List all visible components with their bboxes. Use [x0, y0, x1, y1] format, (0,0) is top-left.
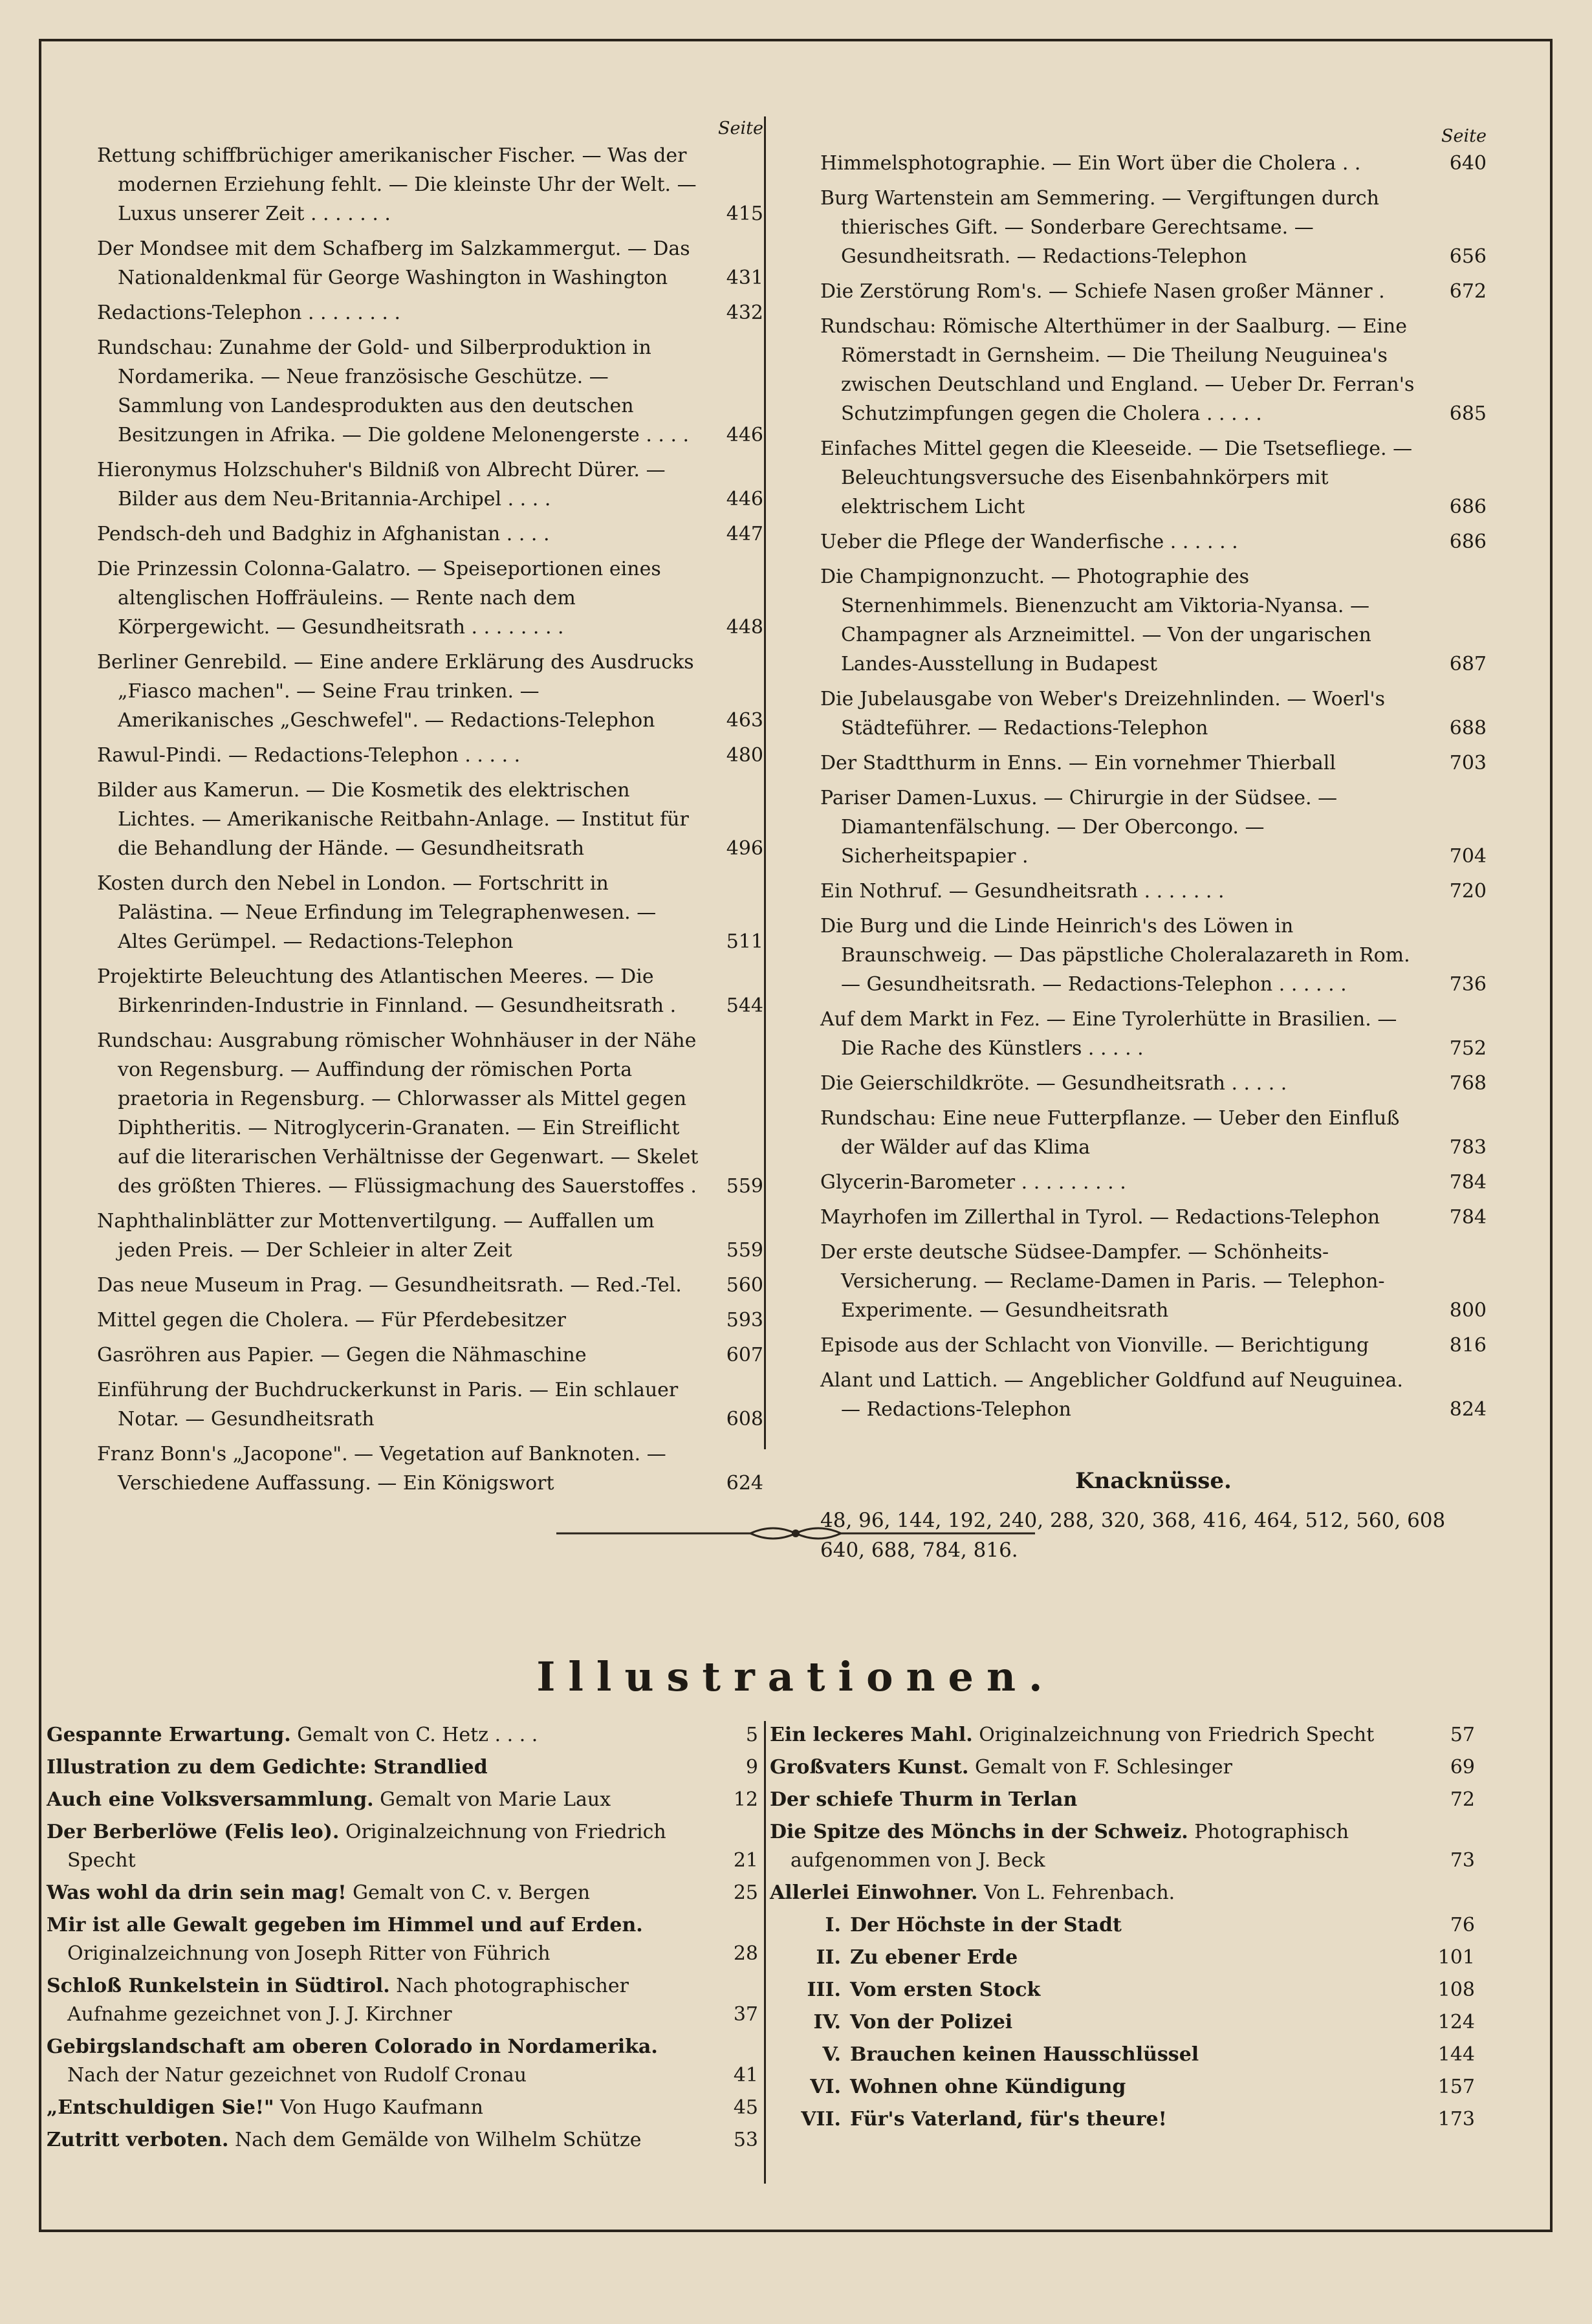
- illustration-page: 25: [733, 1881, 758, 1904]
- allerlei-item-number: VI.: [810, 2076, 841, 2098]
- illustration-entry-text: [47, 1721, 713, 1749]
- illustration-page: 21: [733, 1849, 758, 1872]
- toc-entry-page: 752: [1449, 1037, 1487, 1060]
- toc-entry-page: 688: [1449, 717, 1487, 740]
- toc-entry-title: Kosten durch den Nebel in London. — Fortschritt in Palästina. — Neue Erfindung im Telegraphenwesen. — Altes Gerümpel. — Redactions-Telephon: [97, 872, 657, 953]
- toc-entry: [820, 562, 1487, 679]
- toc-entry-title: Rettung schiffbrüchiger amerikanischer Fischer. — Was der modernen Erziehung fehlt. — Die kleinste Uhr der Welt. — Luxus unserer Zeit . . . . . . .: [97, 144, 697, 225]
- toc-entry-page: 784: [1449, 1206, 1487, 1229]
- allerlei-item-title: Brauchen keinen Hausschlüssel: [850, 2043, 1199, 2066]
- toc-entry-title: Auf dem Markt in Fez. — Eine Tyrolerhütte in Brasilien. — Die Rache des Künstlers . . . . .: [820, 1008, 1397, 1060]
- allerlei-item-number: VII.: [801, 2108, 841, 2131]
- illustration-title: Der Berberlöwe (Felis leo).: [47, 1821, 340, 1843]
- illustration-entry: [47, 1786, 758, 1814]
- toc-entry: [820, 1366, 1487, 1424]
- allerlei-item: [770, 2073, 1475, 2101]
- illustrationen-title: Illustrationen.: [536, 1653, 1056, 1700]
- illustration-page: 73: [1450, 1849, 1475, 1872]
- toc-entry-title: Redactions-Telephon . . . . . . . .: [97, 301, 400, 324]
- allerlei-title: Allerlei Einwohner.: [770, 1881, 978, 1904]
- illustration-entry: [47, 1879, 758, 1907]
- toc-entry-page: 672: [1449, 280, 1487, 303]
- toc-entry-title: Pendsch-deh und Badghiz in Afghanistan . . . .: [97, 523, 550, 545]
- allerlei-item-title: Für's Vaterland, für's theure!: [850, 2108, 1167, 2131]
- toc-entry-title: Ueber die Pflege der Wanderfische . . . . . .: [820, 531, 1238, 553]
- illustration-title: Zutritt verboten.: [47, 2129, 229, 2151]
- illustration-title: Auch eine Volksversammlung.: [47, 1788, 374, 1811]
- toc-entry-page: 720: [1449, 880, 1487, 903]
- toc-entry-title: Rundschau: Zunahme der Gold- und Silberproduktion in Nordamerika. — Neue französische Geschütze. — Sammlung von Landesprodukten aus den deutschen Besitzungen in Afrika. — Die goldene Melonengerste . . . .: [97, 336, 690, 446]
- illustration-credit: Originalzeichnung von Joseph Ritter von Führich: [67, 1942, 551, 1965]
- toc-entry: [820, 527, 1487, 556]
- toc-entry: [820, 1005, 1487, 1063]
- illustration-title: Die Spitze des Mönchs in der Schweiz.: [770, 1821, 1188, 1843]
- toc-entry: [820, 434, 1487, 521]
- illustration-entry-text: [47, 2094, 713, 2122]
- toc-entry: [97, 648, 763, 735]
- allerlei-item: [770, 1976, 1475, 2004]
- illustration-entry: [47, 1818, 758, 1875]
- toc-entry-page: 544: [726, 994, 763, 1017]
- toc-entry-page: 432: [726, 301, 763, 324]
- illustration-credit: Nach photographischer Aufnahme gezeichnet von J. J. Kirchner: [67, 1975, 629, 2026]
- toc-entry: [820, 312, 1487, 428]
- illustration-entry-text: [770, 1753, 1426, 1782]
- knacknuesse-title: Knacknüsse.: [1075, 1468, 1232, 1494]
- toc-entry: [97, 520, 763, 549]
- illustration-entry-text: [47, 1911, 713, 1968]
- toc-entry-page: 559: [726, 1175, 763, 1198]
- toc-entry-page: 447: [726, 523, 763, 545]
- toc-entry: [97, 962, 763, 1020]
- illustration-entry: [770, 1753, 1475, 1782]
- toc-entry: [820, 784, 1487, 871]
- allerlei-item: [770, 2008, 1475, 2037]
- illustration-page: 53: [733, 2129, 758, 2151]
- toc-entry-title: Rundschau: Eine neue Futterpflanze. — Ueber den Einfluß der Wälder auf das Klima: [820, 1107, 1400, 1159]
- illus-right-column: [770, 1721, 1475, 2138]
- illus-left-column: [47, 1721, 758, 2158]
- illustration-entry: [47, 2126, 758, 2154]
- illustration-credit: Gemalt von Marie Laux: [373, 1788, 611, 1811]
- toc-entry-title: Ein Nothruf. — Gesundheitsrath . . . . . . .: [820, 880, 1225, 903]
- toc-entry-title: Die Prinzessin Colonna-Galatro. — Speiseportionen eines altenglischen Hoffräuleins. — Rente nach dem Körpergewicht. — Gesundheitsrath . . . . . . . .: [97, 558, 661, 639]
- toc-entry: [97, 298, 763, 327]
- toc-entry: [820, 149, 1487, 178]
- toc-entry-page: 431: [726, 267, 763, 289]
- illustration-entry-text: [47, 1879, 713, 1907]
- allerlei-item-number: III.: [807, 1979, 841, 2001]
- illustration-page: 72: [1450, 1788, 1475, 1811]
- illustration-credit: Gemalt von C. v. Bergen: [346, 1881, 591, 1904]
- illustration-entry-text: [47, 1972, 713, 2029]
- toc-entry: [97, 141, 763, 228]
- seite-label: Seite: [1441, 126, 1487, 146]
- illustration-entry: [47, 2094, 758, 2122]
- toc-entry-title: Der Stadtthurm in Enns. — Ein vornehmer Thierball: [820, 752, 1336, 774]
- toc-entry: [97, 333, 763, 450]
- toc-entry-title: Rundschau: Ausgrabung römischer Wohnhäuser in der Nähe von Regensburg. — Auffindung der römischen Porta praetoria in Regensburg. — Chlorwasser als Mittel gegen Diphtheritis. — Nitroglycerin-Granaten. — Ein Streiflicht auf die literarischen Verhältnisse der Gegenwart. — Skelet des größten Thieres. — Flüssigmachung des Sauerstoffes .: [97, 1029, 699, 1198]
- toc-entry-title: Franz Bonn's „Jacopone". — Vegetation auf Banknoten. — Verschiedene Auffassung. — Ein Königswort: [97, 1443, 666, 1495]
- toc-entry-page: 824: [1449, 1398, 1487, 1421]
- allerlei-author: Von L. Fehrenbach.: [977, 1881, 1175, 1904]
- illustration-credit: Nach der Natur gezeichnet von Rudolf Cronau: [67, 2064, 527, 2087]
- illustration-entry: [47, 1972, 758, 2029]
- toc-entry: [820, 1069, 1487, 1098]
- allerlei-item-title: Zu ebener Erde: [850, 1946, 1018, 1969]
- illustration-page: 41: [733, 2064, 758, 2087]
- toc-entry-title: Die Geierschildkröte. — Gesundheitsrath . . . . .: [820, 1072, 1287, 1095]
- toc-entry-page: 448: [726, 616, 763, 639]
- ornament-divider-icon: [556, 1520, 1035, 1546]
- toc-entry: [97, 1376, 763, 1434]
- illustration-entry: [47, 2033, 758, 2090]
- toc-entry-page: 685: [1449, 402, 1487, 425]
- allerlei-item-number: IV.: [813, 2011, 841, 2034]
- toc-entry-title: Episode aus der Schlacht von Vionville. — Berichtigung: [820, 1334, 1369, 1357]
- toc-left-column: [97, 116, 763, 1504]
- illustration-title: „Entschuldigen Sie!": [47, 2096, 274, 2119]
- illustration-entry: [47, 1911, 758, 1968]
- illustration-entry-text: [47, 2126, 713, 2154]
- toc-entry-title: Die Jubelausgabe von Weber's Dreizehnlinden. — Woerl's Städteführer. — Redactions-Telephon: [820, 688, 1386, 740]
- toc-entry: [97, 554, 763, 642]
- allerlei-item-title: Vom ersten Stock: [850, 1979, 1041, 2001]
- toc-entry-page: 703: [1449, 752, 1487, 774]
- illustration-page: 28: [733, 1942, 758, 1965]
- toc-entry-title: Pariser Damen-Luxus. — Chirurgie in der Südsee. — Diamantenfälschung. — Der Obercongo. — Sicherheitspapier .: [820, 787, 1338, 868]
- toc-entry-title: Das neue Museum in Prag. — Gesundheitsrath. — Red.-Tel.: [97, 1274, 682, 1297]
- illustration-entry-text: [770, 1786, 1426, 1814]
- toc-entry: [820, 1331, 1487, 1360]
- toc-entry: [820, 1203, 1487, 1232]
- toc-entry-page: 593: [726, 1309, 763, 1332]
- illustration-page: 37: [733, 2003, 758, 2026]
- illustration-title: Ein leckeres Mahl.: [770, 1724, 973, 1746]
- illustration-entry: [47, 1721, 758, 1749]
- toc-entry-page: 608: [726, 1408, 763, 1431]
- illustration-credit: Nach dem Gemälde von Wilhelm Schütze: [228, 2129, 642, 2151]
- allerlei-item-page: 76: [1450, 1914, 1475, 1936]
- toc-entry-title: Bilder aus Kamerun. — Die Kosmetik des elektrischen Lichtes. — Amerikanische Reitbahn-Anlage. — Institut für die Behandlung der Hände. — Gesundheitsrath: [97, 779, 689, 860]
- toc-entry: [820, 277, 1487, 306]
- illustration-page: 57: [1450, 1724, 1475, 1746]
- toc-entry: [820, 877, 1487, 906]
- allerlei-item-page: 108: [1437, 1979, 1475, 2001]
- allerlei-item-number: I.: [825, 1914, 841, 1936]
- allerlei-item-title: Wohnen ohne Kündigung: [850, 2076, 1126, 2098]
- toc-entry: [97, 455, 763, 514]
- toc-entry-title: Einfaches Mittel gegen die Kleeseide. — Die Tsetsefliege. — Beleuchtungsversuche des Eisenbahnkörpers mit elektrischem Licht: [820, 437, 1413, 518]
- column-divider: [764, 116, 766, 1449]
- toc-entry-page: 446: [726, 488, 763, 510]
- illustration-title: Großvaters Kunst.: [770, 1756, 969, 1779]
- toc-entry-page: 496: [726, 837, 763, 860]
- illustration-credit: Gemalt von C. Hetz . . . .: [290, 1724, 538, 1746]
- toc-entry: [820, 1168, 1487, 1197]
- illustration-page: 12: [733, 1788, 758, 1811]
- toc-entry-title: Mayrhofen im Zillerthal in Tyrol. — Redactions-Telephon: [820, 1206, 1380, 1229]
- illustration-credit: Von Hugo Kaufmann: [274, 2096, 483, 2119]
- toc-entry-page: 783: [1449, 1136, 1487, 1159]
- toc-entry-title: Naphthalinblätter zur Mottenvertilgung. — Auffallen um jeden Preis. — Der Schleier in alter Zeit: [97, 1210, 655, 1262]
- toc-entry-page: 687: [1449, 653, 1487, 675]
- toc-entry-title: Rawul-Pindi. — Redactions-Telephon . . . . .: [97, 744, 521, 767]
- illustration-page: 69: [1450, 1756, 1475, 1779]
- toc-entry-page: 511: [726, 930, 763, 953]
- allerlei-item-title: Von der Polizei: [850, 2011, 1013, 2034]
- allerlei-item-number: V.: [822, 2043, 841, 2066]
- toc-entry-page: 656: [1449, 245, 1487, 268]
- illustration-title: Mir ist alle Gewalt gegeben im Himmel und auf Erden.: [47, 1914, 643, 1936]
- toc-entry-page: 736: [1449, 973, 1487, 996]
- illustration-title: Gebirgslandschaft am oberen Colorado in Nordamerika.: [47, 2035, 658, 2058]
- illustration-entry: [770, 1786, 1475, 1814]
- toc-entry-title: Alant und Lattich. — Angeblicher Goldfund auf Neuguinea. — Redactions-Telephon: [820, 1369, 1403, 1421]
- toc-entry-page: 446: [726, 424, 763, 446]
- toc-entry-title: Rundschau: Römische Alterthümer in der Saalburg. — Eine Römerstadt in Gernsheim. — Die Theilung Neuguinea's zwischen Deutschland und England. — Ueber Dr. Ferran's Schutzimpfungen gegen die Cholera . . . . .: [820, 315, 1415, 425]
- illustration-credit: Originalzeichnung von Friedrich Specht: [972, 1724, 1375, 1746]
- illustration-entry: [47, 1753, 758, 1782]
- allerlei-item: [770, 1911, 1475, 1940]
- illustration-page: 45: [733, 2096, 758, 2119]
- illustration-credit: Photographisch aufgenommen von J. Beck: [791, 1821, 1349, 1872]
- illustration-title: Schloß Runkelstein in Südtirol.: [47, 1975, 390, 1997]
- toc-entry-page: 463: [726, 709, 763, 732]
- toc-entry-page: 768: [1449, 1072, 1487, 1095]
- allerlei-item-page: 124: [1437, 2011, 1475, 2034]
- illustration-page: 9: [745, 1756, 758, 1779]
- allerlei-item: [770, 2041, 1475, 2069]
- toc-entry-page: 686: [1449, 496, 1487, 518]
- toc-entry-page: 415: [726, 203, 763, 225]
- illustration-page: 5: [745, 1724, 758, 1746]
- illustration-entry: [770, 1721, 1475, 1749]
- toc-entry-page: 624: [726, 1472, 763, 1495]
- toc-entry: [97, 776, 763, 863]
- allerlei-item-page: 157: [1437, 2076, 1475, 2098]
- toc-entry-title: Projektirte Beleuchtung des Atlantischen Meeres. — Die Birkenrinden-Industrie in Finnland. — Gesundheitsrath .: [97, 965, 677, 1017]
- toc-entry-title: Hieronymus Holzschuher's Bildniß von Albrecht Dürer. — Bilder aus dem Neu-Britannia-Archipel . . . .: [97, 459, 666, 510]
- allerlei-item-page: 144: [1437, 2043, 1475, 2066]
- toc-entry-page: 686: [1449, 531, 1487, 553]
- toc-entry: [97, 869, 763, 956]
- illustration-title: Was wohl da drin sein mag!: [47, 1881, 347, 1904]
- toc-entry-title: Der erste deutsche Südsee-Dampfer. — Schönheits-Versicherung. — Reclame-Damen in Paris. — Telephon-Experimente. — Gesundheitsrath: [820, 1241, 1385, 1322]
- toc-entry: [820, 749, 1487, 778]
- toc-entry: [97, 1440, 763, 1498]
- illustration-title: Gespannte Erwartung.: [47, 1724, 291, 1746]
- knacknuesse-pages: 48, 96, 144, 192, 240, 288, 320, 368, 416, 464, 512, 560, 608 640, 688, 784, 816.: [820, 1509, 1446, 1562]
- allerlei-heading: [770, 1879, 1475, 1907]
- toc-entry-title: Glycerin-Barometer . . . . . . . . .: [820, 1171, 1126, 1194]
- toc-entry-page: 560: [726, 1274, 763, 1297]
- illus-column-divider: [764, 1721, 766, 2184]
- toc-entry-title: Einführung der Buchdruckerkunst in Paris. — Ein schlauer Notar. — Gesundheitsrath: [97, 1379, 679, 1431]
- illustration-entry-text: [770, 1721, 1426, 1749]
- allerlei-item: [770, 1944, 1475, 1972]
- illustration-entry-text: [770, 1818, 1426, 1875]
- toc-entry: [97, 1341, 763, 1370]
- toc-entry: [97, 1207, 763, 1265]
- toc-entry: [820, 1238, 1487, 1325]
- toc-entry: [97, 1026, 763, 1201]
- toc-entry: [820, 1104, 1487, 1162]
- toc-entry-title: Burg Wartenstein am Semmering. — Vergiftungen durch thierisches Gift. — Sonderbare Gerechtsame. — Gesundheitsrath. — Redactions-Telephon: [820, 187, 1379, 268]
- toc-entry-title: Himmelsphotographie. — Ein Wort über die Cholera . .: [820, 152, 1361, 175]
- toc-entry-title: Der Mondsee mit dem Schafberg im Salzkammergut. — Das Nationaldenkmal für George Washington in Washington: [97, 237, 690, 289]
- toc-entry-page: 784: [1449, 1171, 1487, 1194]
- toc-entry: [97, 234, 763, 292]
- illustration-credit: Originalzeichnung von Friedrich Specht: [67, 1821, 666, 1872]
- toc-entry: [820, 912, 1487, 999]
- illustration-entry-text: [47, 1818, 713, 1875]
- toc-entry: [97, 741, 763, 770]
- allerlei-item-page: 101: [1437, 1946, 1475, 1969]
- toc-right-column: [820, 116, 1487, 1565]
- illustration-credit: Gemalt von F. Schlesinger: [968, 1756, 1232, 1779]
- illustration-title: Illustration zu dem Gedichte: Strandlied: [47, 1756, 488, 1779]
- toc-entry: [820, 685, 1487, 743]
- toc-entry-title: Berliner Genrebild. — Eine andere Erklärung des Ausdrucks „Fiasco machen". — Seine Frau trinken. — Amerikanisches „Geschwefel". — Redactions-Telephon: [97, 651, 694, 732]
- toc-entry-title: Mittel gegen die Cholera. — Für Pferdebesitzer: [97, 1309, 566, 1332]
- toc-entry: [97, 1271, 763, 1300]
- toc-entry-page: 640: [1449, 152, 1487, 175]
- toc-entry-page: 607: [726, 1344, 763, 1366]
- illustration-entry: [770, 1818, 1475, 1875]
- toc-entry: [820, 184, 1487, 271]
- toc-entry-title: Die Burg und die Linde Heinrich's des Löwen in Braunschweig. — Das päpstliche Choleralazareth in Rom. — Gesundheitsrath. — Redactions-Telephon . . . . . .: [820, 915, 1410, 996]
- toc-entry-title: Gasröhren aus Papier. — Gegen die Nähmaschine: [97, 1344, 587, 1366]
- allerlei-item: [770, 2105, 1475, 2134]
- toc-entry-page: 480: [726, 744, 763, 767]
- toc-entry: [97, 1306, 763, 1335]
- allerlei-item-page: 173: [1437, 2108, 1475, 2131]
- toc-entry-page: 816: [1449, 1334, 1487, 1357]
- allerlei-item-title: Der Höchste in der Stadt: [850, 1914, 1122, 1936]
- toc-entry-title: Die Zerstörung Rom's. — Schiefe Nasen großer Männer .: [820, 280, 1385, 303]
- allerlei-item-number: II.: [816, 1946, 841, 1969]
- illustration-title: Der schiefe Thurm in Terlan: [770, 1788, 1078, 1811]
- toc-entry-page: 559: [726, 1239, 763, 1262]
- illustration-entry-text: [47, 1753, 713, 1782]
- illustration-entry-text: [47, 1786, 713, 1814]
- seite-label: Seite: [718, 118, 763, 138]
- illustration-entry-text: [47, 2033, 713, 2090]
- toc-entry-page: 704: [1449, 845, 1487, 868]
- toc-entry-title: Die Champignonzucht. — Photographie des Sternenhimmels. Bienenzucht am Viktoria-Nyansa. — Champagner als Arzneimittel. — Von der ungarischen Landes-Ausstellung in Budapest: [820, 565, 1371, 675]
- toc-entry-page: 800: [1449, 1299, 1487, 1322]
